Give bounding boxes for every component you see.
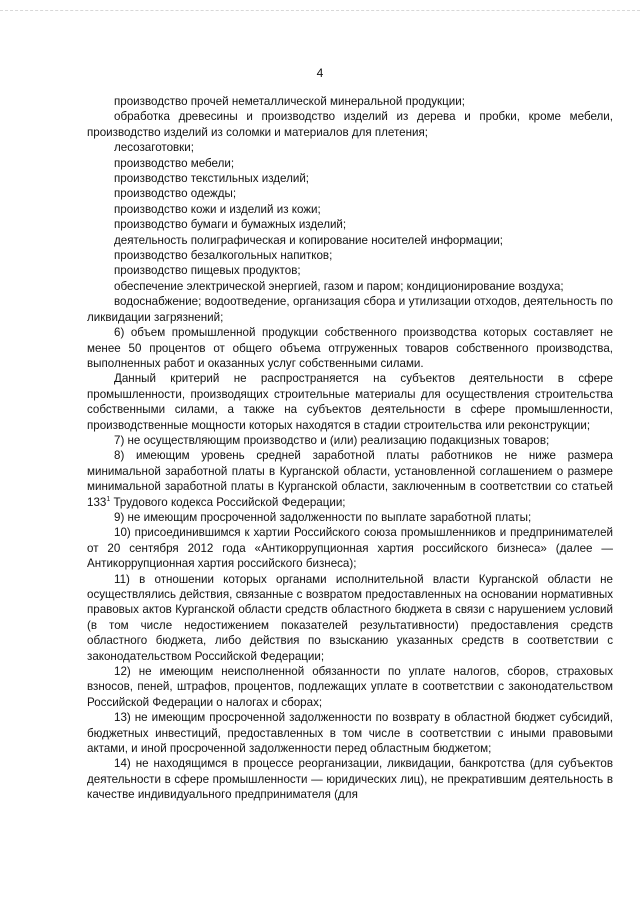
paragraph: производство прочей неметаллической минеральной продукции;	[114, 95, 465, 108]
paragraph: 13) не имеющим просроченной задолженности по возврату в областной бюджет субсидий, бюджетных инвестиций, предоставленных в том числе в соответствии с иными правовыми актами, и иной просроченной задолженности перед областным бюджетом;	[87, 711, 613, 756]
paragraph: 7) не осуществляющим производство и (или) реализацию подакцизных товаров;	[114, 433, 550, 447]
paragraph-text: Трудового кодекса Российской Федерации;	[110, 495, 346, 509]
paragraph: лесозаготовки;	[114, 141, 194, 155]
paragraph: 9) не имеющим просроченной задолженности по выплате заработной платы;	[114, 510, 532, 524]
paragraph: Данный критерий не распространяется на субъектов деятельности в сфере промышленности, производящих строительные материалы для осуществления строительства собственными силами, а также на субъектов деятельности в сфере промышленности, производственные мощности которых находятся в стадии строительства или реконструкции;	[87, 372, 613, 432]
paragraph: 12) не имеющим неисполненной обязанности по уплате налогов, сборов, страховых взносов, пеней, штрафов, процентов, подлежащих уплате в соответствии с законодательством Российской Федерации о налогах и сборах;	[87, 665, 613, 709]
document-body	[87, 94, 613, 803]
paragraph: деятельность полиграфическая и копирование носителей информации;	[114, 233, 504, 247]
paragraph: производство пищевых продуктов;	[114, 264, 301, 278]
paragraph: 6) объем промышленной продукции собственного производства которых составляет не менее 50 процентов от общего объема отгруженных товаров собственного производства, выполненных работ и оказанных услуг собственными силами.	[87, 326, 613, 370]
paragraph: производство одежды;	[114, 187, 237, 201]
paragraph: 11) в отношении которых органами исполнительной власти Курганской области не осуществлялись действия, связанные с возвратом предоставленных на основании нормативных правовых актов Курганской области средств областного бюджета в связи с нарушением условий (в том числе недостижением показателей результативности) предоставления средств областного бюджета, либо действия по взысканию указанных средств в соответствии с законодательством Российской Федерации;	[87, 572, 613, 663]
paragraph: производство безалкогольных напитков;	[114, 249, 333, 263]
paragraph-text: 8) имеющим уровень средней заработной платы работников не ниже размера минимальной заработной платы в Курганской области, установленной соглашением о размере минимальной заработной платы в Курганской области, заключенным в соответствии со статьей 133	[87, 449, 613, 509]
paragraph: 10) присоединившимся к хартии Российского союза промышленников и предпринимателей от 20 сентября 2012 года «Антикоррупционная хартия российского бизнеса» (далее — Антикоррупционная хартия российского бизнеса);	[87, 526, 613, 571]
paragraph: производство текстильных изделий;	[114, 172, 310, 186]
paragraph: производство кожи и изделий из кожи;	[114, 202, 321, 216]
page-number: 4	[316, 66, 324, 80]
paragraph: производство бумаги и бумажных изделий;	[114, 218, 347, 232]
scan-edge-artifact	[0, 0, 640, 11]
paragraph: обеспечение электрической энергией, газом и паром; кондиционирование воздуха;	[114, 279, 564, 293]
paragraph: производство мебели;	[114, 156, 235, 170]
paragraph: 14) не находящимся в процессе реорганизации, ликвидации, банкротства (для субъектов деятельности в сфере промышленности — юридических лиц), не прекратившим деятельность в качестве индивидуального предпринимателя (для	[87, 757, 613, 802]
paragraph: водоснабжение; водоотведение, организация сбора и утилизации отходов, деятельность по ликвидации загрязнений;	[87, 295, 613, 324]
footnote-superscript: 1	[106, 495, 111, 503]
paragraph	[87, 448, 613, 510]
paragraph: обработка древесины и производство изделий из дерева и пробки, кроме мебели, производство изделий из соломки и материалов для плетения;	[87, 110, 613, 139]
